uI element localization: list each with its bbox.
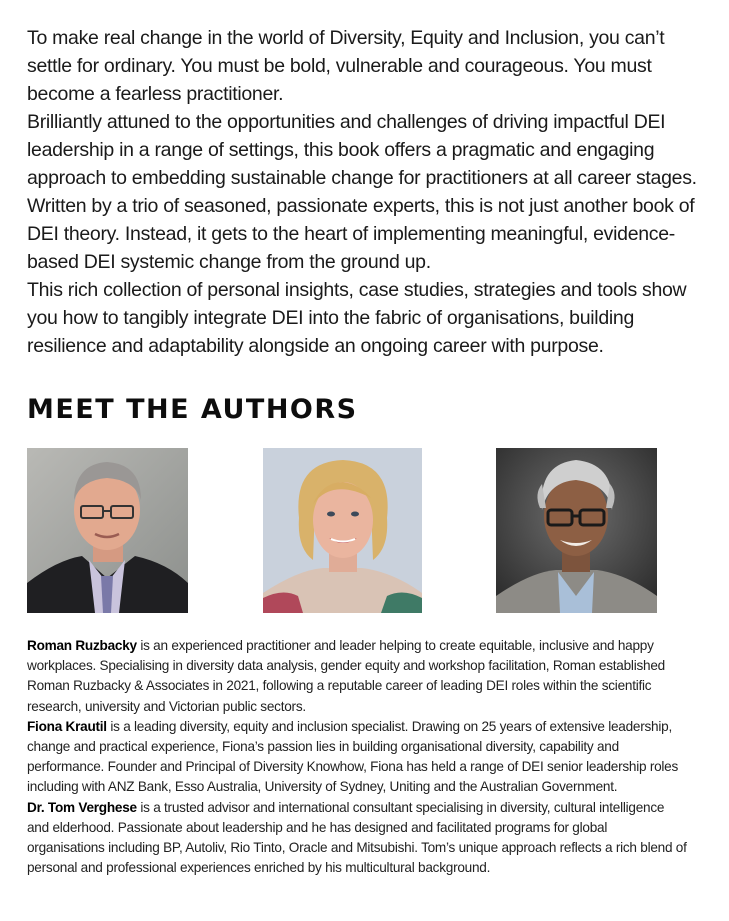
- author-bio-roman: [27, 636, 687, 717]
- section-heading: MEET THE AUTHORS: [27, 394, 358, 425]
- author-bios: [27, 636, 687, 878]
- author-bio-tom: [27, 798, 687, 879]
- intro-text: [27, 24, 707, 360]
- author-name: Fiona Krautil: [27, 718, 107, 734]
- author-bio-text: is a trusted advisor and international consultant specialising in diversity, cultural intelligence and elderhood. Passionate about leadership and he has designed and facilitated programs for global organisations including BP, Autoliv, Rio Tinto, Oracle and Mitsubishi. Tom’s unique approach reflects a rich blend of personal and professional experiences enriched by his multicultural background.: [27, 799, 687, 876]
- author-bio-text: is an experienced practitioner and leader helping to create equitable, inclusive and happy workplaces. Specialising in diversity data analysis, gender equity and workshop facilitation, Roman established Roman Ruzbacky & Associates in 2021, following a reputable career of leading DEI roles within the scientific research, university and Victorian public sectors.: [27, 638, 665, 714]
- intro-paragraph: To make real change in the world of Diversity, Equity and Inclusion, you can’t settle for ordinary. You must be bold, vulnerable and courageous. You must become a fearless practitioner.: [27, 27, 665, 105]
- intro-paragraph: This rich collection of personal insights, case studies, strategies and tools show you how to tangibly integrate DEI into the fabric of organisations, building resilience and adaptability alongside an ongoing career with purpose.: [27, 279, 687, 357]
- author-photo-roman: [27, 448, 188, 613]
- author-bio-text: is a leading diversity, equity and inclusion specialist. Drawing on 25 years of extensive leadership, change and practical experience, Fiona’s passion lies in building organisational diversity, capability and performance. Founder and Principal of Diversity Knowhow, Fiona has held a range of DEI senior leadership roles including with ANZ Bank, Esso Australia, University of Sydney, Uniting and the Australian Government.: [27, 718, 679, 795]
- intro-paragraph: Written by a trio of seasoned, passionate experts, this is not just another book of DEI theory. Instead, it gets to the heart of implementing meaningful, evidence-based DEI systemic change from the ground up.: [27, 195, 695, 273]
- author-photo-fiona: [263, 448, 422, 613]
- author-photo-tom: [496, 448, 657, 613]
- author-name: Roman Ruzbacky: [27, 638, 137, 653]
- intro-paragraph: Brilliantly attuned to the opportunities and challenges of driving impactful DEI leadership in a range of settings, this book offers a pragmatic and engaging approach to embedding sustainable change for practitioners at all career stages.: [27, 111, 697, 189]
- author-bio-fiona: [27, 717, 687, 798]
- author-name: Dr. Tom Verghese: [27, 799, 137, 815]
